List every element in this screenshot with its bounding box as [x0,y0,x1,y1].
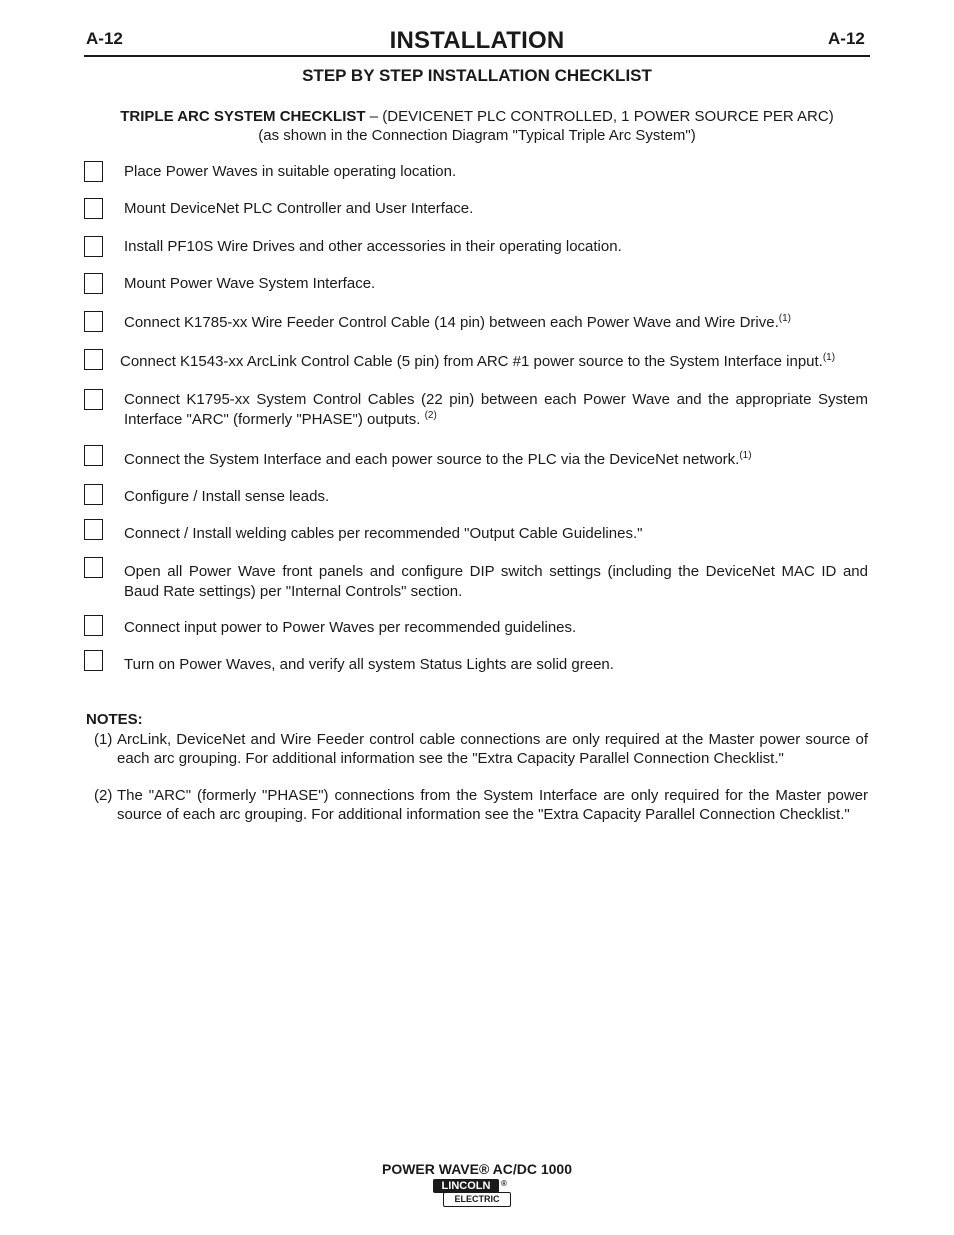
checkbox-5[interactable] [84,311,103,332]
checklist-heading-rest: – (DEVICENET PLC CONTROLLED, 1 POWER SOURCE PER ARC) [365,108,834,125]
footer-product-name: POWER WAVE® AC/DC 1000 [381,1161,573,1177]
lincoln-electric-logo [433,1179,513,1207]
checkbox-1[interactable] [84,161,103,182]
logo-bottom-text: ELECTRIC [443,1192,511,1207]
header-rule [84,55,870,57]
note-number: (1) [94,731,113,748]
checklist-item-11: Open all Power Wave front panels and configure DIP switch settings (including the DeviceNet MAC ID and Baud Rate settings) per "Internal Controls" section. [124,563,868,600]
checklist-heading [0,107,954,145]
notes-label: NOTES: [86,711,143,728]
note-1 [94,730,868,768]
checklist-item-4: Mount Power Wave System Interface. [124,275,376,292]
checklist-item-1: Place Power Waves in suitable operating location. [124,163,457,180]
checklist-item-13: Turn on Power Waves, and verify all system Status Lights are solid green. [124,656,614,673]
logo-registered-mark: ® [501,1179,507,1188]
checkbox-13[interactable] [84,650,103,671]
logo-top-text: LINCOLN [433,1179,499,1193]
note-text: ArcLink, DeviceNet and Wire Feeder control cable connections are only required at the Master power source of each arc grouping. For additional information see the "Extra Capacity Parallel Connection Checklist." [117,731,868,767]
checklist-item-8: Connect the System Interface and each power source to the PLC via the DeviceNet network.$^{(1)}$ [124,450,752,468]
checkbox-3[interactable] [84,236,103,257]
checklist-item-6: Connect K1543-xx ArcLink Control Cable (5 pin) from ARC #1 power source to the System Interface input.$^{(1)}$ [120,352,836,370]
note-number: (2) [94,787,113,804]
checkbox-7[interactable] [84,389,103,410]
checkbox-9[interactable] [84,484,103,505]
checklist-item-2: Mount DeviceNet PLC Controller and User Interface. [124,200,474,217]
note-text: The "ARC" (formerly "PHASE") connections from the System Interface are only required for the Master power source of each arc grouping. For additional information see the "Extra Capacity Parallel Connection Checklist." [117,787,868,823]
checklist-heading-subtitle: (as shown in the Connection Diagram "Typical Triple Arc System") [258,127,696,144]
page-title: INSTALLATION [389,27,565,54]
checkbox-10[interactable] [84,519,103,540]
checklist-item-10: Connect / Install welding cables per recommended "Output Cable Guidelines." [124,525,643,542]
checklist-heading-lead: TRIPLE ARC SYSTEM CHECKLIST [120,108,366,125]
page-number-right: A-12 [828,29,865,48]
section-title: STEP BY STEP INSTALLATION CHECKLIST [302,66,652,85]
checklist-item-7: Connect K1795-xx System Control Cables (22 pin) between each Power Wave and the appropriate System Interface "ARC" (formerly "PHASE") outputs. $^{(2)}$ [124,391,868,428]
checklist-item-3: Install PF10S Wire Drives and other accessories in their operating location. [124,238,622,255]
page-number-left: A-12 [86,29,123,48]
checkbox-12[interactable] [84,615,103,636]
checklist-item-12: Connect input power to Power Waves per recommended guidelines. [124,619,577,636]
checklist-item-5: Connect K1785-xx Wire Feeder Control Cable (14 pin) between each Power Wave and Wire Drive.$^{(1)}$ [124,313,791,331]
checklist-item-9: Configure / Install sense leads. [124,488,330,505]
checkbox-11[interactable] [84,557,103,578]
note-2 [94,786,868,824]
checkbox-4[interactable] [84,273,103,294]
checkbox-8[interactable] [84,445,103,466]
checkbox-6[interactable] [84,349,103,370]
checkbox-2[interactable] [84,198,103,219]
